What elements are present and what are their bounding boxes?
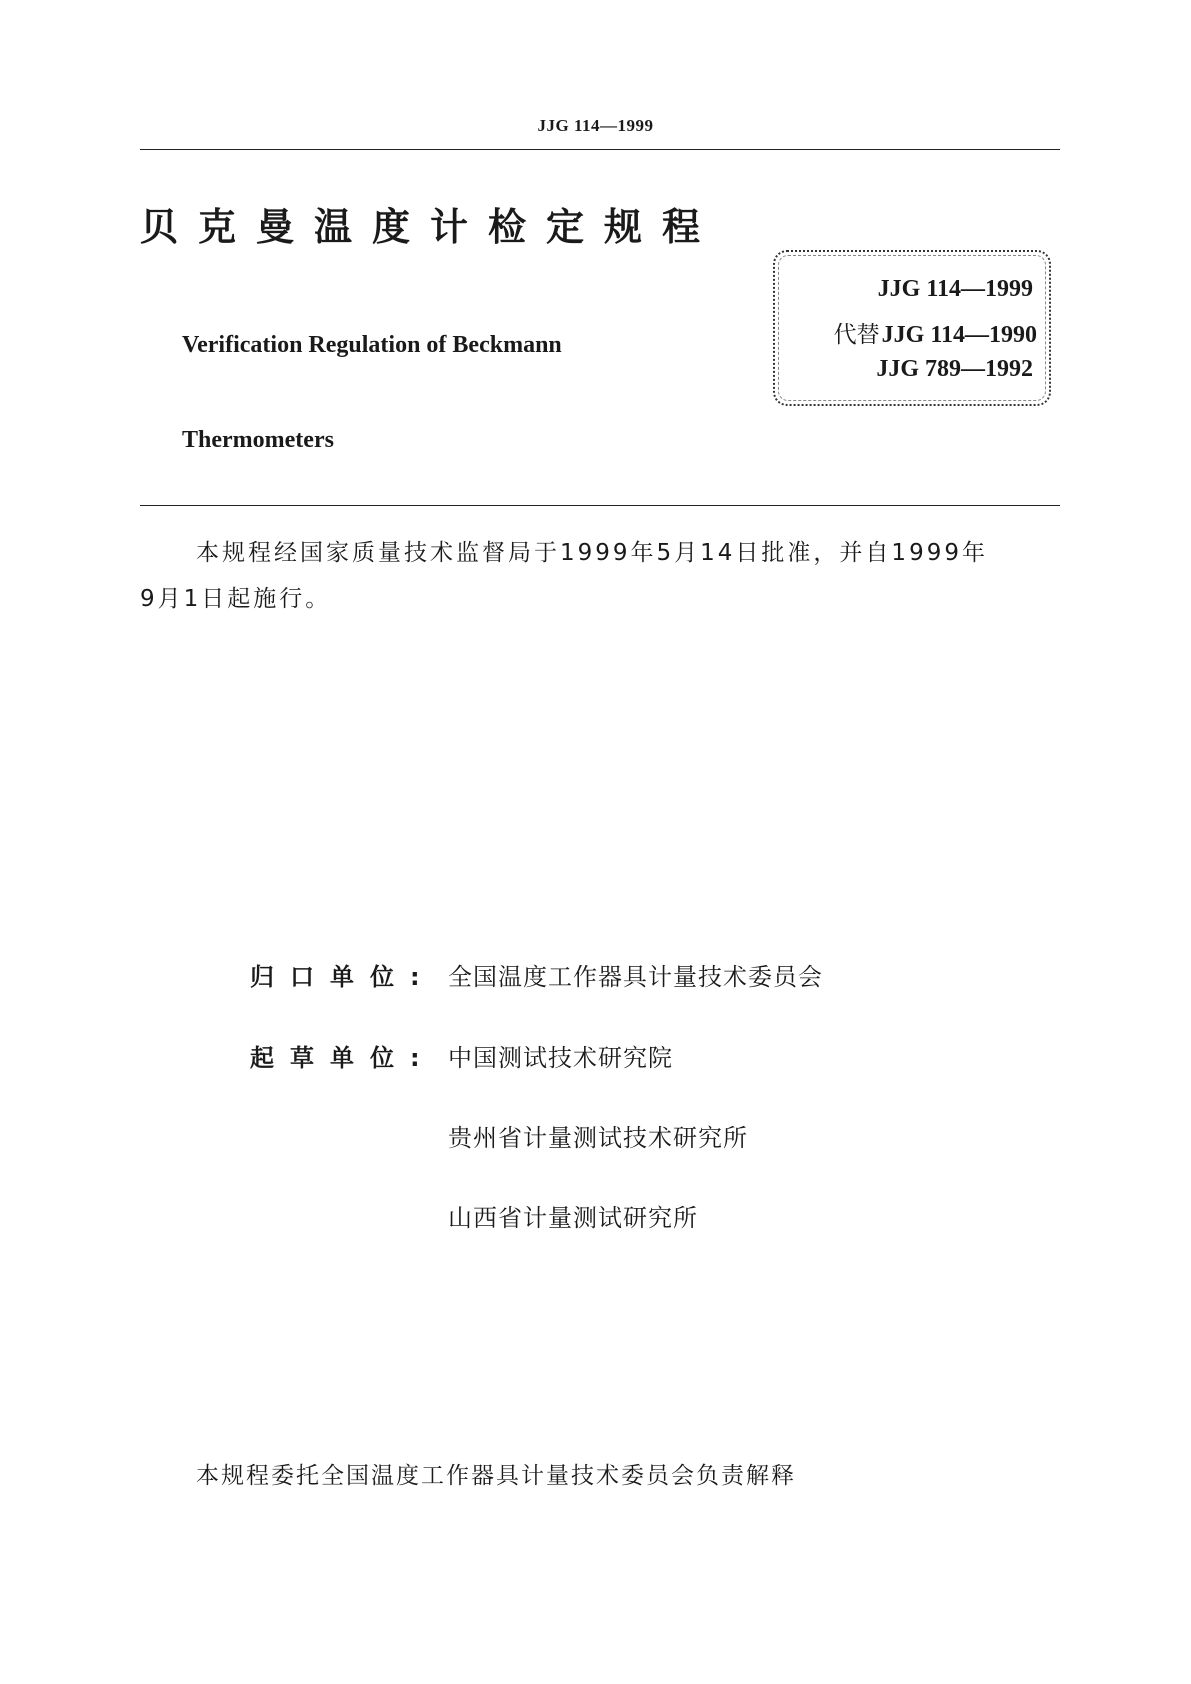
responsible-unit-label: 归口单位: (250, 963, 436, 991)
drafting-unit-1: 中国测试技术研究院 (448, 1044, 673, 1072)
document-title-english-line2: Thermometers (182, 427, 334, 453)
drafting-unit-2: 贵州省计量测试技术研究所 (448, 1124, 748, 1152)
drafting-unit-3: 山西省计量测试研究所 (448, 1204, 698, 1232)
standard-code-replaces-1 (834, 316, 1037, 349)
document-title-chinese: 贝克曼温度计检定规程 (140, 205, 721, 249)
interpretation-note: 本规程委托全国温度工作器具计量技术委员会负责解释 (196, 1463, 796, 1489)
document-title-english-line1: Verification Regulation of Beckmann (182, 332, 562, 358)
running-header-code: JJG 114—1999 (537, 116, 654, 135)
header-rule (140, 149, 1060, 150)
standard-code-replaces-2: JJG 789—1992 (876, 356, 1033, 382)
replaces-label: 代替 (833, 322, 880, 348)
replaces-code-1: JJG 114—1990 (881, 322, 1037, 348)
approval-line-1: 本规程经国家质量技术监督局于1999年5月14日批准，并自1999年 (196, 540, 988, 566)
drafting-unit-label: 起草单位: (250, 1044, 436, 1072)
title-rule (140, 505, 1060, 506)
standard-code-current: JJG 114—1999 (877, 276, 1033, 302)
approval-line-2: 9月1日起施行。 (140, 586, 332, 612)
responsible-unit-value: 全国温度工作器具计量技术委员会 (448, 963, 823, 991)
